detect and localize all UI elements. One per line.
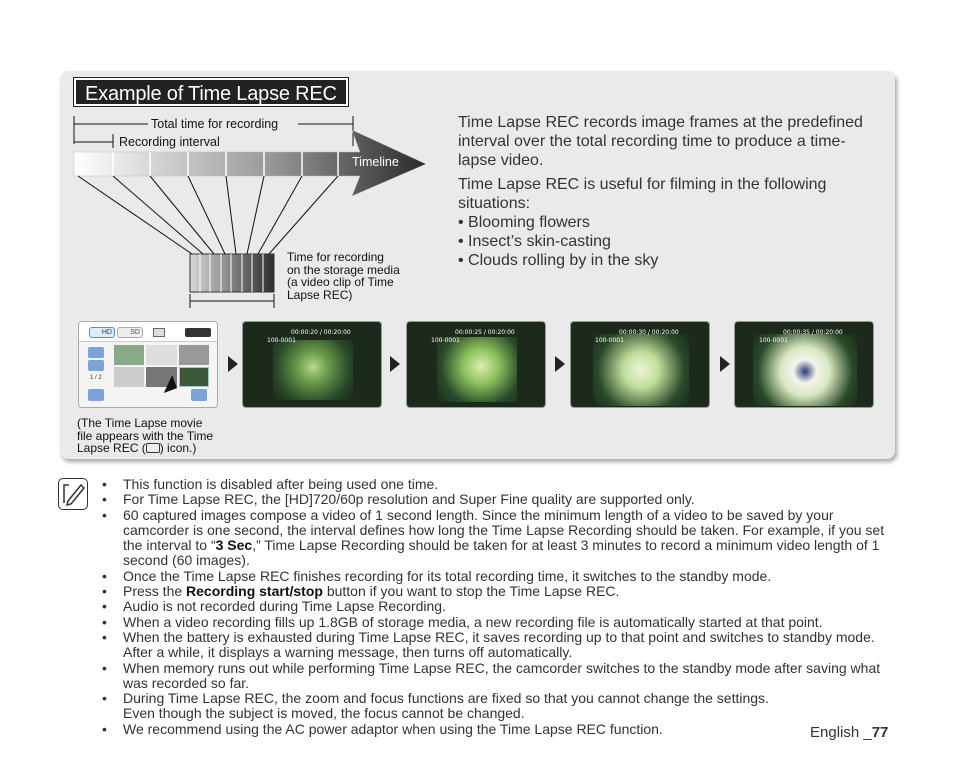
panel-title: Example of Time Lapse REC — [74, 78, 348, 106]
thumbnail-item — [179, 345, 209, 365]
thumbnail-item — [179, 367, 209, 387]
frame-thumbnail-3: 00:00:30 / 00:20:00 100-0001 — [570, 321, 710, 408]
frame-thumbnail-2: 00:00:25 / 00:20:00 100-0001 — [406, 321, 546, 408]
hd-tab: HD — [89, 327, 115, 338]
list-item: • Clouds rolling by in the sky — [458, 252, 659, 269]
page-number: 77 — [871, 724, 889, 741]
thumbnail-item — [114, 345, 144, 365]
note-item: • During Time Lapse REC, the zoom and focus functions are fixed so that you cannot change the settings. Even though the subject is moved, the focus cannot be changed. — [102, 691, 892, 722]
list-item: • Blooming flowers — [458, 214, 590, 231]
next-arrow-icon — [720, 356, 730, 372]
note-item: • When memory runs out while performing Time Lapse REC, the camcorder switches to the standby mode after saving what was recorded so far. — [102, 661, 892, 692]
next-arrow-icon — [555, 356, 565, 372]
timeline-label: Timeline — [352, 155, 399, 169]
time-lapse-rec-icon — [146, 443, 160, 453]
note-item: • 60 captured images compose a video of 1 second length. Since the minimum length of a video to be saved by your camcorder is one second, the interval defines how long the Time Lapse Recording should be taken. For example, if you set the interval to “3 Sec,” Time Lapse Recording should be taken for at least 3 minutes to record a minimum video length of 1 second (60 images). — [102, 508, 892, 569]
note-item: • Press the Recording start/stop button if you want to stop the Time Lapse REC. — [102, 584, 892, 599]
note-item: • We recommend using the AC power adaptor when using the Time Lapse REC function. — [102, 722, 722, 737]
storage-label: Time for recording on the storage media (a video clip of Time Lapse REC) — [287, 250, 400, 302]
battery-icon — [185, 328, 211, 337]
page-indicator: 1 / 2 — [90, 375, 102, 381]
description-paragraph-2: Time Lapse REC is useful for filming in the following situations: — [458, 176, 827, 212]
scroll-down-button — [88, 360, 104, 371]
thumbnail-item — [114, 367, 144, 387]
note-item: • Once the Time Lapse REC finishes recording for its total recording time, it switches to the standby mode. — [102, 569, 892, 584]
next-arrow-icon — [390, 356, 400, 372]
photo-tab-icon — [153, 328, 165, 337]
back-button — [88, 389, 104, 401]
storage-clip-strip — [190, 254, 274, 292]
note-item: • Audio is not recorded during Time Lapse Recording. — [102, 599, 892, 614]
frame-thumbnail-4: 00:00:35 / 00:20:00 100-0001 — [734, 321, 874, 408]
thumbnail-item — [146, 345, 176, 365]
next-arrow-icon — [228, 356, 238, 372]
situations-list — [458, 213, 878, 270]
page-footer — [810, 724, 888, 741]
notes-list — [102, 477, 892, 737]
list-item: • Insect’s skin-casting — [458, 233, 611, 250]
camcorder-thumbnail-screen — [78, 321, 218, 408]
frame-thumbnail-1: 00:00:20 / 00:20:00 100-0001 — [242, 321, 382, 408]
total-time-label: Total time for recording — [151, 117, 279, 131]
footer-language: English _ — [810, 724, 872, 741]
recording-interval-label: Recording interval — [119, 135, 220, 149]
note-item: • This function is disabled after being used one time. — [102, 477, 892, 492]
description-paragraph-1: Time Lapse REC records image frames at the predefined interval over the total recording time to produce a time-lapse video. — [458, 114, 863, 169]
sd-tab: SD — [117, 327, 143, 338]
note-item: • When the battery is exhausted during Time Lapse REC, it saves recording up to that point and switches to standby mode. After a while, it displays a warning message, then turns off automatically. — [102, 630, 892, 661]
note-item: • For Time Lapse REC, the [HD]720/60p resolution and Super Fine quality are supported only. — [102, 492, 892, 507]
scroll-up-button — [88, 347, 104, 358]
note-icon — [58, 478, 88, 510]
note-item: • When a video recording fills up 1.8GB of storage media, a new recording file is automatically started at that point. — [102, 615, 892, 630]
description — [458, 113, 878, 270]
thumbnail-caption: (The Time Lapse movie file appears with the Time Lapse REC ( ) icon.) — [77, 416, 214, 455]
menu-button — [191, 389, 207, 401]
